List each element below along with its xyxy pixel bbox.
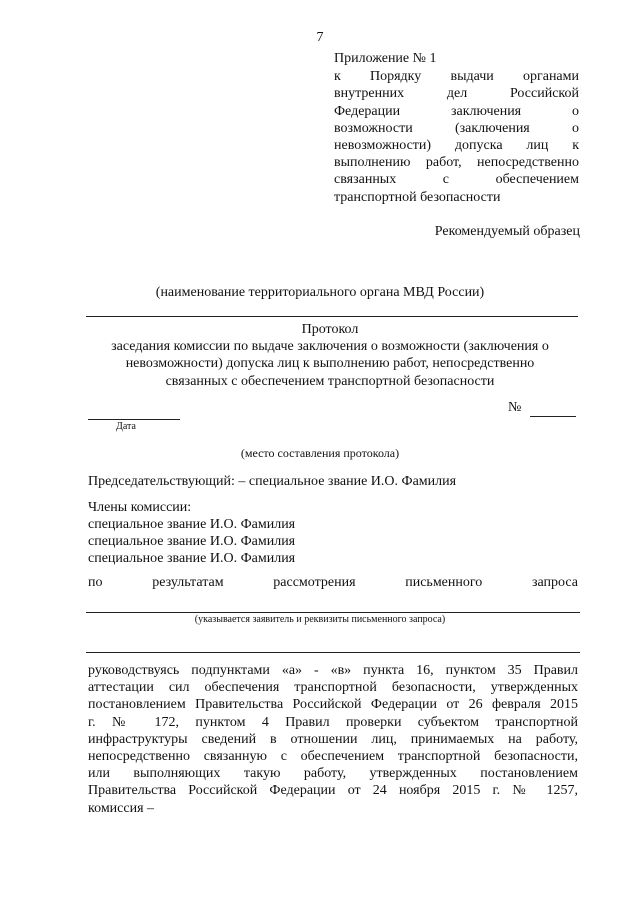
appendix-line: Федерации заключения о: [334, 103, 579, 119]
appendix-line: выполнению работ, непосредственно: [334, 155, 579, 171]
number-line: [530, 416, 576, 417]
protocol-title: Протокол: [301, 322, 359, 337]
appendix-line: внутренних дел Российской: [334, 86, 579, 102]
appendix-line: невозможности) допуска лиц к: [334, 138, 579, 154]
organ-name-line: [86, 316, 578, 317]
member-item: специальное звание И.О. Фамилия: [88, 551, 296, 566]
paragraph-line: аттестации сил обеспечения транспортной безопасности, утвержденных: [88, 680, 578, 696]
place-caption: (место составления протокола): [240, 446, 400, 460]
paragraph-line: руководствуясь подпунктами «а» - «в» пункта 16, пунктом 35 Правил: [88, 663, 578, 678]
appendix-line: связанных с обеспечением: [334, 172, 579, 188]
request-caption: (указывается заявитель и реквизиты письменного запроса): [194, 614, 446, 625]
appendix-line: возможности (заключения о: [334, 120, 579, 136]
protocol-heading: [80, 321, 580, 390]
appendix-block: [334, 50, 579, 206]
date-caption: Дата: [116, 421, 136, 432]
number-sign: №: [508, 400, 522, 415]
date-line: [88, 419, 180, 420]
recommended-sample-label: Рекомендуемый образец: [434, 224, 580, 239]
paragraph-line: или выполняющих такую работу, утвержденных постановлением: [88, 766, 578, 782]
paragraph-line: г. № 172, пунктом 4 Правил проверки субъектом транспортной: [88, 714, 578, 730]
appendix-title: Приложение № 1: [334, 51, 437, 66]
paragraph-line: инфраструктуры сведений в отношении лиц, принимаемых на работу,: [88, 731, 578, 747]
appendix-line: к Порядку выдачи органами: [334, 69, 579, 85]
protocol-subtitle-line: связанных с обеспечением транспортной безопасности: [165, 373, 495, 389]
protocol-subtitle-line: невозможности) допуска лиц к выполнению работ, непосредственно: [125, 356, 535, 372]
paragraph-line: комиссия –: [88, 800, 155, 816]
appendix-line: транспортной безопасности: [334, 189, 501, 205]
member-item: специальное звание И.О. Фамилия: [88, 517, 296, 532]
member-item: специальное звание И.О. Фамилия: [88, 534, 296, 549]
protocol-subtitle-line: заседания комиссии по выдаче заключения о возможности (заключения о: [111, 339, 549, 355]
main-paragraph: [88, 662, 578, 817]
request-line: [86, 612, 580, 613]
chairperson-line: Председательствующий: – специальное звание И.О. Фамилия: [88, 474, 457, 489]
members-title: Члены комиссии:: [88, 500, 192, 515]
paragraph-line: непосредственно связанную с обеспечением транспортной безопасности,: [88, 749, 578, 765]
paragraph-line: постановлением Правительства Российской Федерации от 26 февраля 2015: [88, 697, 578, 713]
commission-members: [88, 499, 295, 567]
request-intro-line: по результатам рассмотрения письменного запроса: [88, 575, 578, 590]
organ-name-caption: (наименование территориального органа МВД России): [155, 285, 485, 300]
paragraph-line: Правительства Российской Федерации от 24 ноября 2015 г. № 1257,: [88, 783, 578, 799]
page-number: 7: [316, 30, 324, 45]
request-line-2: [86, 652, 580, 653]
